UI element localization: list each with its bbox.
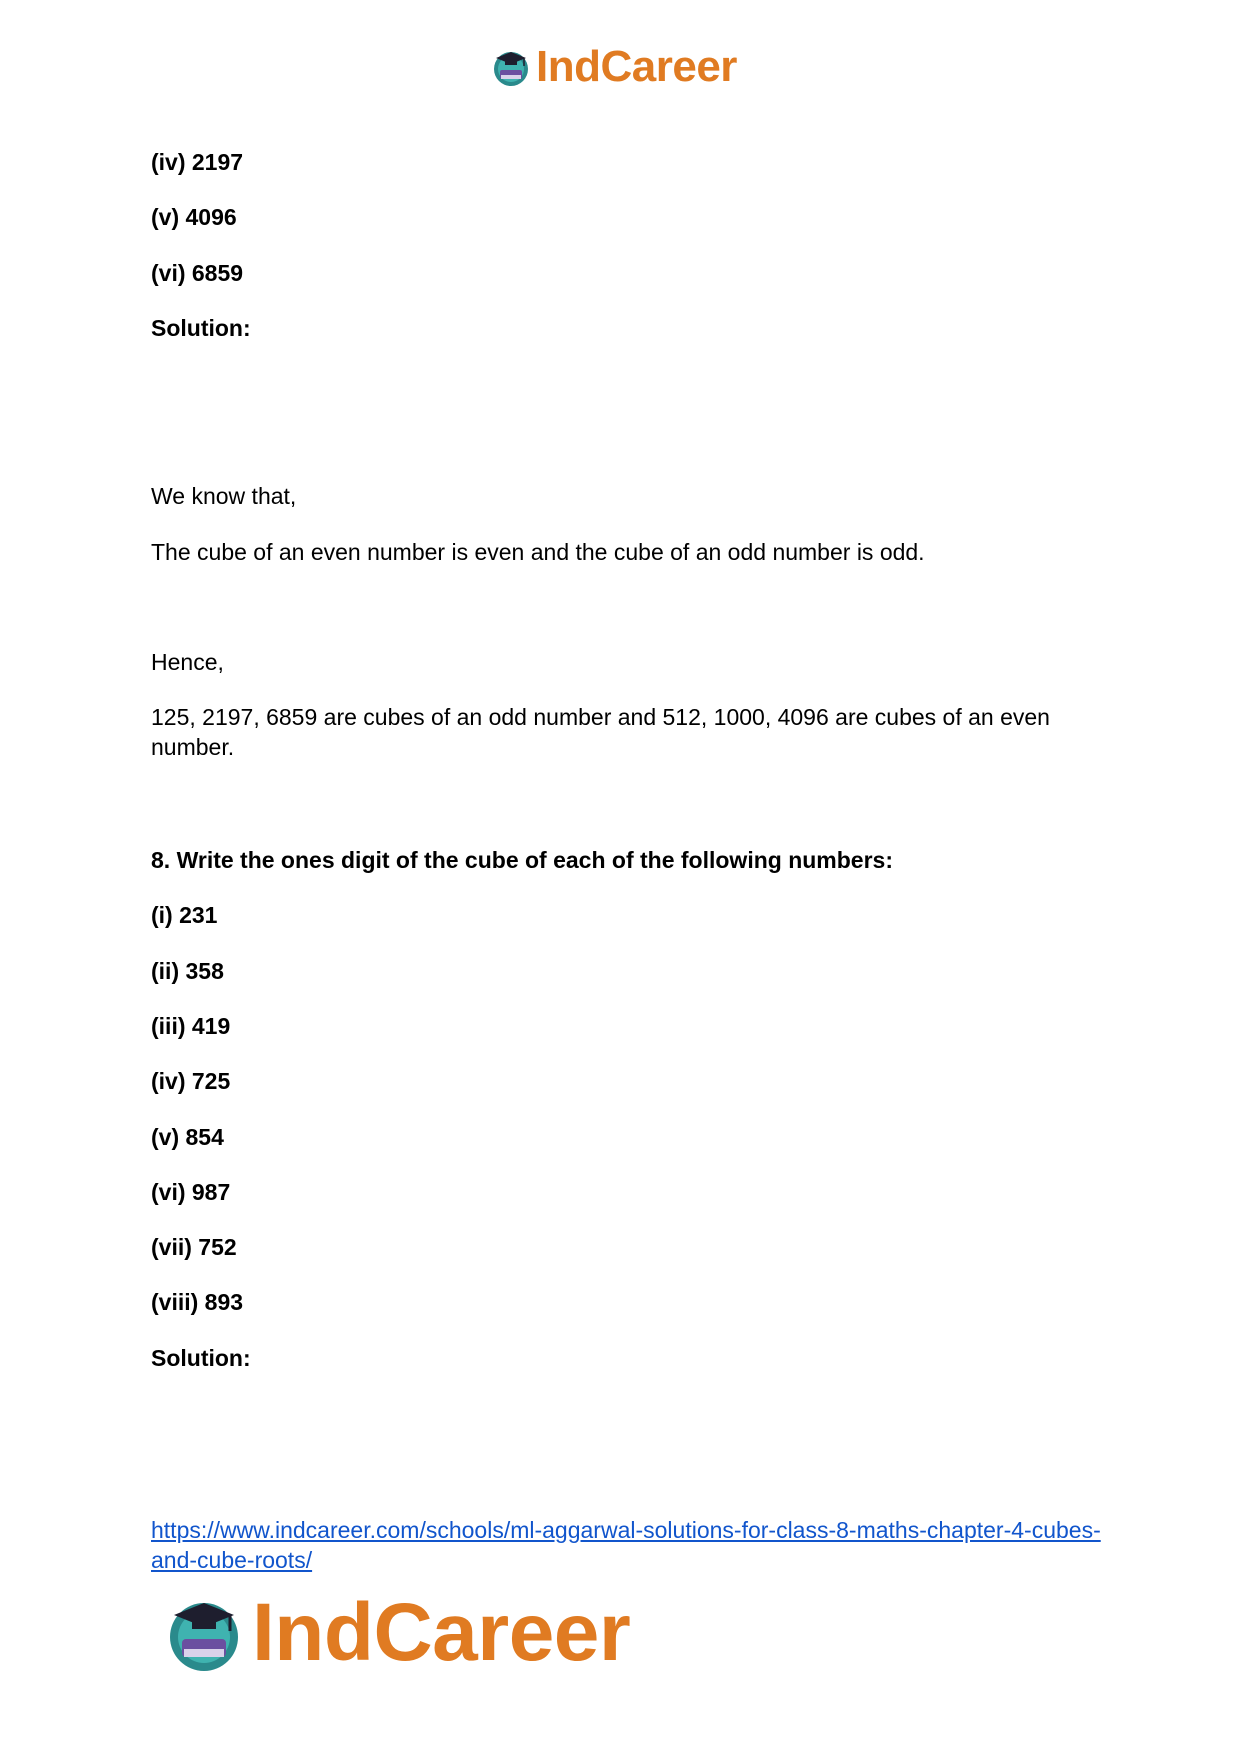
- footer-logo: [162, 1588, 630, 1678]
- solution-text-line: The cube of an even number is even and the cube of an odd number is odd.: [151, 539, 925, 565]
- solution-label: Solution:: [151, 1345, 251, 1371]
- question-part: (vi) 987: [151, 1179, 231, 1205]
- solution-text-line: Hence,: [151, 649, 224, 675]
- source-link[interactable]: https://www.indcareer.com/schools/ml-aggarwal-solutions-for-class-8-maths-chapter-4-cubes-and-cube-roots/: [151, 1517, 1101, 1573]
- header-logo-text: IndCareer: [536, 42, 737, 91]
- question-part: (ii) 358: [151, 958, 224, 984]
- header-logo: [490, 42, 737, 92]
- graduation-cap-globe-icon: [490, 46, 532, 88]
- item-v: (v) 4096: [151, 204, 237, 230]
- question-part: (viii) 893: [151, 1289, 244, 1315]
- solution-text-paragraph: 125, 2197, 6859 are cubes of an odd number and 512, 1000, 4096 are cubes of an even number.: [151, 704, 1050, 760]
- solution-label: Solution:: [151, 315, 251, 341]
- graduation-cap-globe-icon: [162, 1591, 246, 1675]
- question-part: (i) 231: [151, 902, 218, 928]
- question-part: (iv) 725: [151, 1068, 231, 1094]
- footer-logo-text: IndCareer: [252, 1587, 631, 1678]
- question-title: 8. Write the ones digit of the cube of each of the following numbers:: [151, 847, 893, 873]
- question-part: (iii) 419: [151, 1013, 231, 1039]
- question-part: (v) 854: [151, 1124, 224, 1150]
- item-iv: (iv) 2197: [151, 149, 244, 175]
- item-vi: (vi) 6859: [151, 260, 244, 286]
- solution-text-line: We know that,: [151, 483, 297, 509]
- question-part: (vii) 752: [151, 1234, 237, 1260]
